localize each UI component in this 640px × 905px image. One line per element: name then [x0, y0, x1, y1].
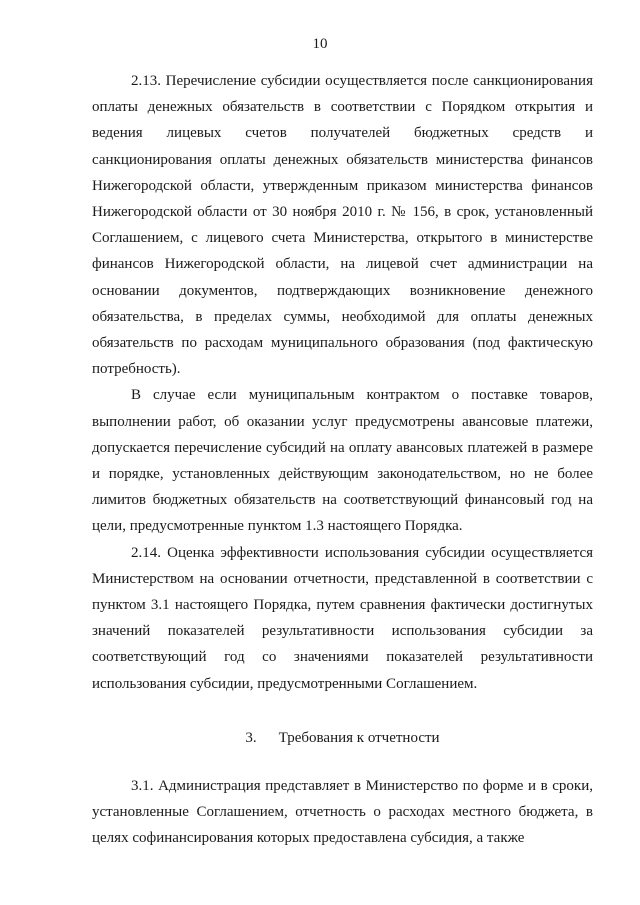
page-number: 10: [312, 36, 328, 52]
section-number: 3.: [245, 729, 257, 746]
section-heading: [92, 725, 593, 751]
document-body: [92, 68, 593, 852]
paragraph-2-14: 2.14. Оценка эффективности использования субсидии осуществляется Министерством на основании отчетности, представленной в соответствии с пунктом 3.1 настоящего Порядка, путем сравнения фактически достигнутых значений показателей результативности использования субсидии за соответствующий год со значениями показателей результативности использования субсидии, предусмотренными Соглашением.: [92, 544, 593, 692]
section-title: Требования к отчетности: [278, 729, 440, 746]
paragraph-2-13: 2.13. Перечисление субсидии осуществляется после санкционирования оплаты денежных обязательств в соответствии с Порядком открытия и ведения лицевых счетов получателей бюджетных средств и санкционирования оплаты денежных обязательств министерства финансов Нижегородской области, утвержденным приказом министерства финансов Нижегородской области от 30 ноября 2010 г. № 156, в срок, установленный Соглашением, с лицевого счета Министерства, открытого в министерстве финансов Нижегородской области, на лицевой счет администрации на основании документов, подтверждающих возникновение денежного обязательства, в пределах суммы, необходимой для оплаты денежных обязательств по расходам муниципального образования (под фактическую потребность).: [92, 73, 593, 378]
paragraph-advance-payments: В случае если муниципальным контрактом о поставке товаров, выполнении работ, об оказании услуг предусмотрены авансовые платежи, допускается перечисление субсидий на оплату авансовых платежей в размере и порядке, установленных действующим законодательством, но не более лимитов бюджетных обязательств на соответствующий финансовый год на цели, предусмотренные пунктом 1.3 настоящего Порядка.: [92, 387, 593, 535]
paragraph-3-1: 3.1. Администрация представляет в Министерство по форме и в сроки, установленные Соглашением, отчетность о расходах местного бюджета, в целях софинансирования которых предоставлена субсидия, а также: [92, 778, 593, 847]
